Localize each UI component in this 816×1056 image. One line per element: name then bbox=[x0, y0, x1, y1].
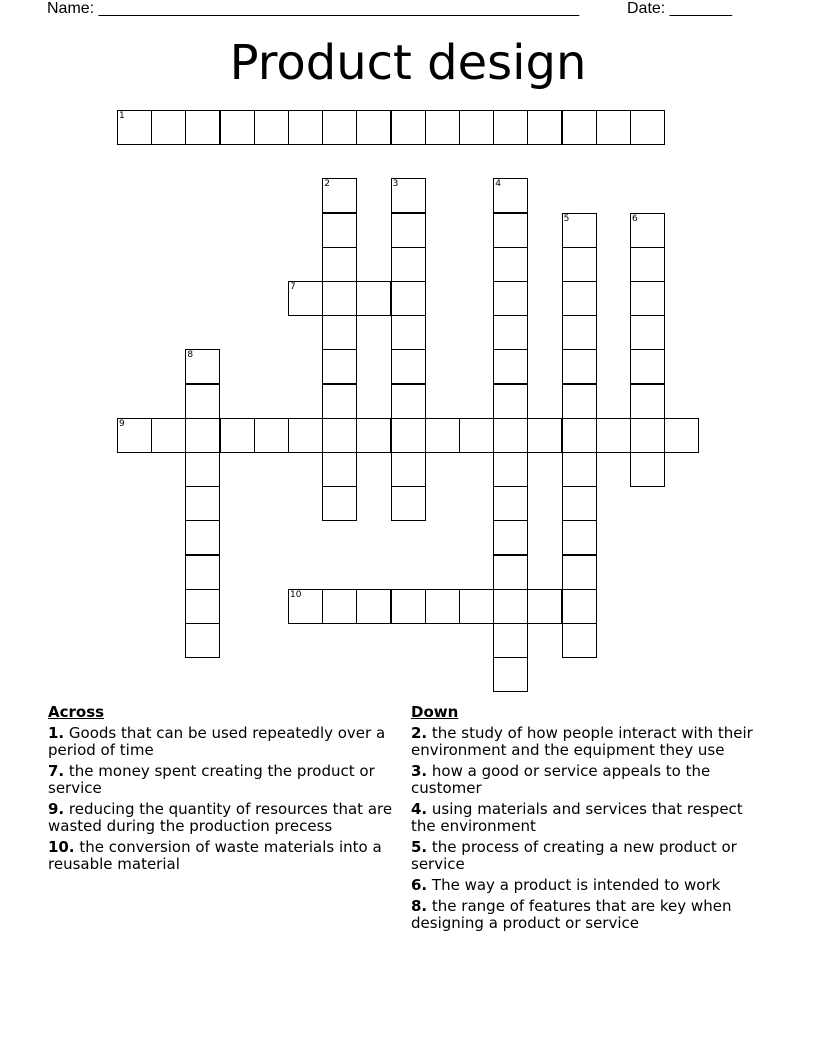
crossword-cell[interactable] bbox=[322, 281, 357, 316]
crossword-cell[interactable] bbox=[493, 486, 528, 521]
crossword-cell[interactable] bbox=[356, 589, 391, 624]
crossword-cell[interactable] bbox=[391, 418, 426, 453]
crossword-cell[interactable] bbox=[151, 418, 186, 453]
crossword-cell[interactable] bbox=[664, 418, 699, 453]
crossword-cell[interactable] bbox=[562, 452, 597, 487]
crossword-cell[interactable] bbox=[459, 589, 494, 624]
clue-text: the study of how people interact with their environment and the equipment they use bbox=[411, 724, 753, 759]
crossword-cell[interactable] bbox=[425, 110, 460, 145]
clue-number-label: 4 bbox=[495, 179, 501, 190]
clue-number-label: 6 bbox=[632, 213, 638, 224]
down-clue bbox=[411, 839, 771, 873]
crossword-cell[interactable] bbox=[322, 589, 357, 624]
down-clue bbox=[411, 877, 771, 894]
crossword-cell[interactable] bbox=[562, 623, 597, 658]
down-clue bbox=[411, 725, 771, 759]
crossword-cell[interactable] bbox=[459, 418, 494, 453]
crossword-cell[interactable] bbox=[562, 418, 597, 453]
crossword-cell[interactable] bbox=[254, 418, 289, 453]
crossword-cell[interactable] bbox=[596, 418, 631, 453]
clue-number: 9. bbox=[48, 800, 65, 818]
crossword-cell[interactable] bbox=[562, 247, 597, 282]
crossword-cell[interactable] bbox=[425, 589, 460, 624]
crossword-cell[interactable] bbox=[220, 418, 255, 453]
crossword-cell[interactable] bbox=[630, 384, 665, 419]
crossword-cell[interactable] bbox=[322, 452, 357, 487]
crossword-cell[interactable] bbox=[493, 623, 528, 658]
crossword-cell[interactable] bbox=[185, 520, 220, 555]
crossword-cell[interactable] bbox=[527, 418, 562, 453]
clue-number-label: 2 bbox=[324, 179, 330, 190]
crossword-cell[interactable] bbox=[425, 418, 460, 453]
crossword-cell[interactable] bbox=[185, 623, 220, 658]
crossword-cell[interactable] bbox=[493, 315, 528, 350]
crossword-cell[interactable] bbox=[185, 110, 220, 145]
clue-text: the range of features that are key when designing a product or service bbox=[411, 897, 732, 932]
crossword-cell[interactable] bbox=[562, 589, 597, 624]
crossword-cell[interactable] bbox=[322, 349, 357, 384]
crossword-cell[interactable] bbox=[391, 281, 426, 316]
crossword-cell[interactable] bbox=[630, 452, 665, 487]
crossword-cell[interactable] bbox=[493, 520, 528, 555]
crossword-cell[interactable] bbox=[322, 384, 357, 419]
clue-number: 2. bbox=[411, 724, 428, 742]
across-clue bbox=[48, 801, 393, 835]
clue-number: 3. bbox=[411, 762, 428, 780]
crossword-cell[interactable] bbox=[493, 555, 528, 590]
clue-number-label: 5 bbox=[563, 213, 570, 224]
crossword-cell[interactable] bbox=[391, 486, 426, 521]
crossword-cell[interactable] bbox=[391, 315, 426, 350]
clue-text: how a good or service appeals to the customer bbox=[411, 762, 711, 797]
crossword-cell[interactable] bbox=[356, 281, 391, 316]
crossword-cell[interactable] bbox=[288, 589, 323, 624]
crossword-cell[interactable] bbox=[322, 110, 357, 145]
across-clue bbox=[48, 725, 393, 759]
crossword-cell[interactable] bbox=[596, 110, 631, 145]
crossword-cell[interactable] bbox=[562, 384, 597, 419]
crossword-cell[interactable] bbox=[322, 247, 357, 282]
clue-number: 6. bbox=[411, 876, 428, 894]
crossword-cell[interactable] bbox=[322, 213, 357, 248]
crossword-cell[interactable] bbox=[562, 110, 597, 145]
crossword-cell[interactable] bbox=[630, 247, 665, 282]
clue-number-label: 10 bbox=[290, 589, 302, 600]
crossword-cell[interactable] bbox=[322, 315, 357, 350]
clue-text: the money spent creating the product or service bbox=[48, 762, 375, 797]
down-clues bbox=[411, 703, 771, 936]
crossword-cell[interactable] bbox=[185, 349, 220, 384]
crossword-cell[interactable] bbox=[493, 213, 528, 248]
crossword-cell[interactable] bbox=[220, 110, 255, 145]
down-clue bbox=[411, 763, 771, 797]
crossword-cell[interactable] bbox=[562, 213, 597, 248]
name-field[interactable]: Name: ______________________________________________________ bbox=[47, 0, 580, 17]
page-title: Product design bbox=[229, 35, 587, 91]
crossword-cell[interactable] bbox=[630, 349, 665, 384]
down-clue bbox=[411, 801, 771, 835]
clue-text: the conversion of waste materials into a reusable material bbox=[48, 838, 382, 873]
clue-number: 8. bbox=[411, 897, 428, 915]
crossword-cell[interactable] bbox=[630, 213, 665, 248]
crossword-cell[interactable] bbox=[493, 589, 528, 624]
crossword-cell[interactable] bbox=[562, 349, 597, 384]
crossword-cell[interactable] bbox=[185, 384, 220, 419]
crossword-cell[interactable] bbox=[117, 418, 152, 453]
crossword-cell[interactable] bbox=[322, 486, 357, 521]
clue-text: Goods that can be used repeatedly over a period of time bbox=[48, 724, 386, 759]
across-clue bbox=[48, 763, 393, 797]
crossword-cell[interactable] bbox=[493, 110, 528, 145]
crossword-cell[interactable] bbox=[562, 315, 597, 350]
crossword-cell[interactable] bbox=[493, 657, 528, 692]
clue-text: the process of creating a new product or service bbox=[411, 838, 737, 873]
crossword-cell[interactable] bbox=[322, 418, 357, 453]
down-heading: Down bbox=[411, 703, 459, 721]
crossword-cell[interactable] bbox=[459, 110, 494, 145]
crossword-cell[interactable] bbox=[630, 418, 665, 453]
clue-text: The way a product is intended to work bbox=[431, 876, 721, 894]
clue-text: reducing the quantity of resources that are wasted during the production precess bbox=[48, 800, 393, 835]
crossword-cell[interactable] bbox=[562, 486, 597, 521]
across-heading: Across bbox=[48, 703, 105, 721]
crossword-cell[interactable] bbox=[322, 178, 357, 213]
clue-number: 1. bbox=[48, 724, 65, 742]
crossword-cell[interactable] bbox=[630, 110, 665, 145]
crossword-cell[interactable] bbox=[527, 589, 562, 624]
crossword-cell[interactable] bbox=[185, 418, 220, 453]
down-clue bbox=[411, 898, 771, 932]
crossword-cell[interactable] bbox=[288, 418, 323, 453]
crossword-cell[interactable] bbox=[630, 281, 665, 316]
crossword-cell[interactable] bbox=[630, 315, 665, 350]
across-clues bbox=[48, 703, 393, 877]
clue-number-label: 9 bbox=[119, 418, 125, 429]
crossword-cell[interactable] bbox=[356, 110, 391, 145]
crossword-cell[interactable] bbox=[493, 349, 528, 384]
crossword-cell[interactable] bbox=[493, 452, 528, 487]
clue-text: using materials and services that respect the environment bbox=[411, 800, 743, 835]
crossword-cell[interactable] bbox=[185, 589, 220, 624]
clue-number-label: 8 bbox=[187, 350, 194, 361]
crossword-cell[interactable] bbox=[391, 384, 426, 419]
crossword-cell[interactable] bbox=[356, 418, 391, 453]
clue-number: 10. bbox=[48, 838, 75, 856]
crossword-cell[interactable] bbox=[562, 520, 597, 555]
crossword-cell[interactable] bbox=[288, 110, 323, 145]
crossword-cell[interactable] bbox=[185, 452, 220, 487]
crossword-cell[interactable] bbox=[493, 178, 528, 213]
crossword-cell[interactable] bbox=[254, 110, 289, 145]
crossword-cell[interactable] bbox=[391, 452, 426, 487]
clue-number: 7. bbox=[48, 762, 65, 780]
crossword-cell[interactable] bbox=[391, 178, 426, 213]
clue-number-label: 3 bbox=[392, 179, 399, 190]
clue-number: 4. bbox=[411, 800, 428, 818]
crossword-cell[interactable] bbox=[288, 281, 323, 316]
crossword-cell[interactable] bbox=[185, 486, 220, 521]
crossword-cell[interactable] bbox=[151, 110, 186, 145]
crossword-cell[interactable] bbox=[562, 555, 597, 590]
clue-number-label: 1 bbox=[119, 111, 125, 121]
clue-number: 5. bbox=[411, 838, 428, 856]
clue-number-label: 7 bbox=[290, 282, 296, 292]
crossword-cell[interactable] bbox=[493, 418, 528, 453]
crossword-cell[interactable] bbox=[117, 110, 152, 145]
crossword-cell[interactable] bbox=[391, 349, 426, 384]
crossword-cell[interactable] bbox=[493, 384, 528, 419]
crossword-cell[interactable] bbox=[391, 589, 426, 624]
crossword-cell[interactable] bbox=[391, 213, 426, 248]
crossword-cell[interactable] bbox=[185, 555, 220, 590]
crossword-cell[interactable] bbox=[493, 281, 528, 316]
crossword-cell[interactable] bbox=[562, 281, 597, 316]
across-clue bbox=[48, 839, 393, 873]
crossword-cell[interactable] bbox=[493, 247, 528, 282]
crossword-cell[interactable] bbox=[391, 110, 426, 145]
crossword-cell[interactable] bbox=[391, 247, 426, 282]
crossword-cell[interactable] bbox=[527, 110, 562, 145]
date-field[interactable]: Date: _______ bbox=[627, 0, 732, 17]
